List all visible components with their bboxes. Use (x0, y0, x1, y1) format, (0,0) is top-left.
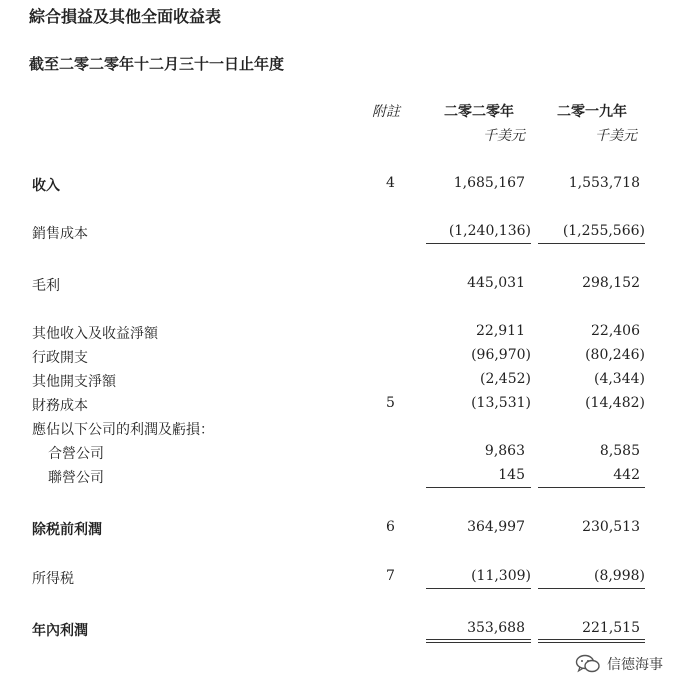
table-row (0, 519, 696, 541)
watermark (575, 654, 663, 674)
row-value-2020: (1,240,136) (448, 223, 531, 239)
total-double-rule (426, 639, 531, 640)
row-value-2019: (8,998) (593, 568, 645, 584)
row-value-2019: 298,152 (582, 275, 640, 291)
note-column-header: 附註 (372, 104, 400, 120)
total-double-rule (426, 642, 531, 643)
table-row (0, 175, 696, 197)
row-note: 7 (386, 568, 395, 584)
table-row (0, 568, 696, 590)
row-value-2020: 9,863 (484, 443, 525, 459)
row-value-2019: 442 (613, 467, 640, 483)
row-value-2020: 364,997 (467, 519, 525, 535)
row-value-2020: (13,531) (471, 395, 531, 411)
row-label: 其他開支淨額 (32, 374, 116, 390)
row-note: 6 (386, 519, 395, 535)
table-row (0, 419, 696, 441)
row-value-2020: (11,309) (471, 568, 531, 584)
row-label: 所得税 (32, 571, 74, 587)
row-value-2020: (2,452) (479, 371, 531, 387)
row-value-2019: (80,246) (585, 347, 645, 363)
row-value-2020: 353,688 (467, 620, 525, 636)
table-row (0, 323, 696, 345)
row-value-2019: 22,406 (591, 323, 640, 339)
subtotal-rule (426, 487, 531, 488)
row-label: 聯營公司 (48, 470, 104, 486)
row-label: 銷售成本 (32, 226, 88, 242)
subtotal-rule (538, 487, 645, 488)
row-note: 4 (386, 175, 395, 191)
statement-period: 截至二零二零年十二月三十一日止年度 (29, 55, 285, 73)
table-row (0, 443, 696, 465)
table-row (0, 347, 696, 369)
row-value-2019: 8,585 (599, 443, 640, 459)
row-label: 應佔以下公司的利潤及虧損： (32, 422, 214, 438)
row-value-2019: (1,255,566) (562, 223, 645, 239)
subtotal-rule (538, 243, 645, 244)
table-row (0, 223, 696, 245)
unit-2019: 千美元 (595, 128, 637, 144)
row-value-2020: 22,911 (476, 323, 525, 339)
year-2019-header: 二零一九年 (557, 104, 627, 120)
table-row (0, 371, 696, 393)
statement-title: 綜合損益及其他全面收益表 (29, 7, 222, 26)
row-value-2019: 221,515 (582, 620, 640, 636)
row-value-2019: 1,553,718 (568, 175, 640, 191)
year-2020-header: 二零二零年 (444, 104, 514, 120)
row-label: 財務成本 (32, 398, 88, 414)
row-label: 年內利潤 (32, 623, 88, 639)
table-row (0, 275, 696, 297)
table-row (0, 467, 696, 489)
row-value-2020: 445,031 (467, 275, 525, 291)
row-note: 5 (386, 395, 395, 411)
total-double-rule (538, 639, 645, 640)
subtotal-rule (426, 243, 531, 244)
row-label: 毛利 (32, 278, 60, 294)
subtotal-rule (538, 588, 645, 589)
row-value-2019: (4,344) (593, 371, 645, 387)
row-value-2020: 1,685,167 (453, 175, 525, 191)
wechat-icon (575, 654, 601, 674)
row-value-2020: 145 (498, 467, 525, 483)
row-value-2019: (14,482) (585, 395, 645, 411)
table-row (0, 395, 696, 417)
watermark-text: 信德海事 (607, 657, 663, 673)
total-double-rule (538, 642, 645, 643)
row-label: 其他收入及收益淨額 (32, 326, 158, 342)
row-value-2019: 230,513 (582, 519, 640, 535)
row-label: 行政開支 (32, 350, 88, 366)
unit-2020: 千美元 (483, 128, 525, 144)
row-label: 收入 (32, 178, 60, 194)
row-label: 除税前利潤 (32, 522, 102, 538)
subtotal-rule (426, 588, 531, 589)
row-label: 合營公司 (48, 446, 104, 462)
row-value-2020: (96,970) (471, 347, 531, 363)
